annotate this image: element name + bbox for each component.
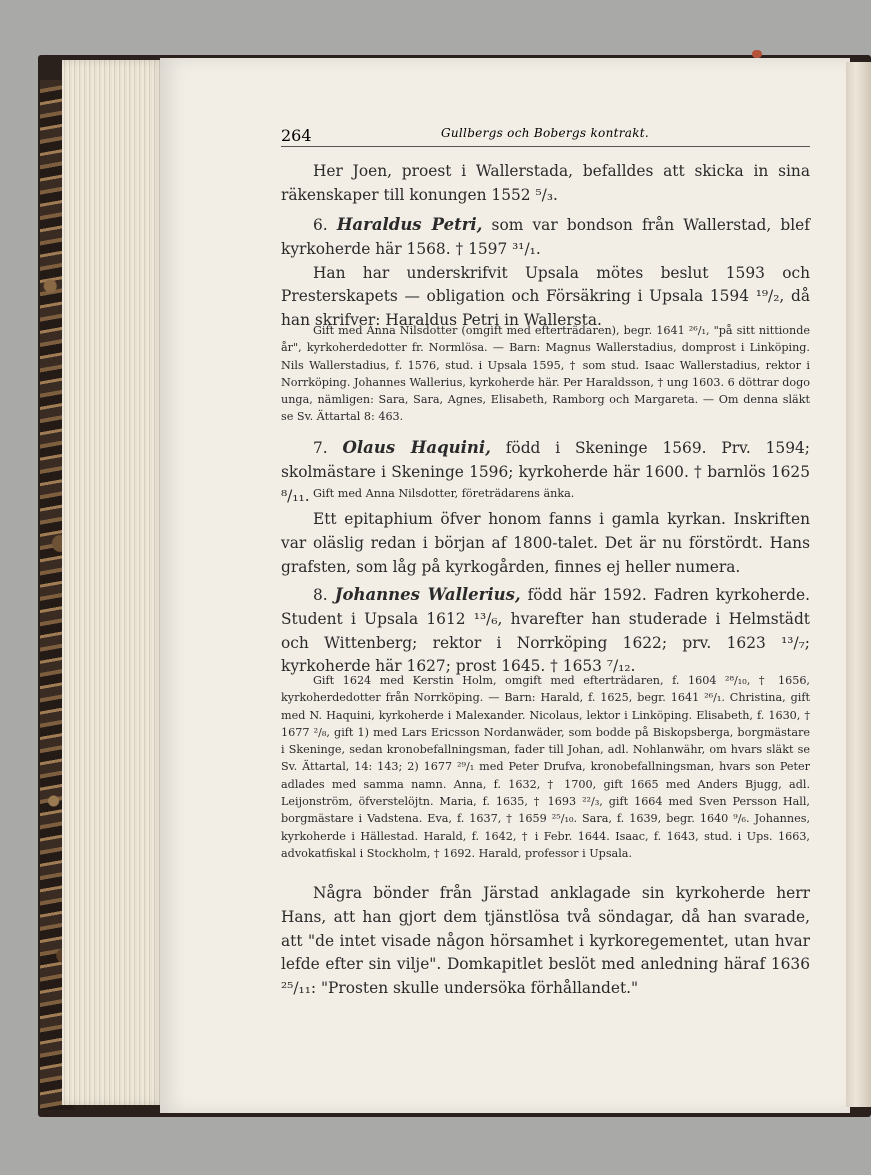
page-stack-edge (62, 60, 166, 1105)
entry-number: 6. (313, 216, 328, 234)
paragraph-text: Ett epitaphium öfver honom fanns i gamla kyrkan. Inskriften var oläslig redan i början af 1800-talet. Det är nu förstördt. Hans grafsten, som låg på kyrkogården, finnes ej heller numera. (281, 510, 810, 576)
paragraph-jarstad (281, 882, 810, 1001)
entry-johannes-wallerius (281, 583, 810, 679)
note-haraldus-family (281, 322, 810, 426)
note-text: Gift 1624 med Kerstin Holm, omgift med efterträdaren, f. 1604 ²⁸/₁₀, † 1656, kyrkoherdedotter från Norrköping. — Barn: Harald, f. 1625, begr. 1641 ²⁶/₁. Christina, gift med N. Haquini, kyrkoherde i Malexander. Nicolaus, lektor i Linköping. Elisabeth, f. 1630, † 1677 ²/₈, gift 1) med Lars Ericsson Nordanwäder, som bodde på Biskopsberga, borgmästare i Skeninge, sedan kronobefallningsman, fader till Johan, adl. Nohlanwähr, om hvars släkt se Sv. Ättartal, 14: 143; 2) 1677 ²⁹/₁ med Peter Drufva, kronobefallningsman, hvars son Peter adlades med samma namn. Anna, f. 1632, † 1700, gift 1665 med Anders Bjugg, adl. Leijonström, öfverstelöjtn. Maria, f. 1635, † 1693 ²²/₃, gift 1664 med Sven Persson Hall, borgmästare i Vadstena. Eva, f. 1637, † 1659 ²⁵/₁₀. Sara, f. 1639, begr. 1640 ⁹/₆. Johannes, kyrkoherde i Hällestad. Harald, f. 1642, † i Febr. 1644. Isaac, f. 1643, stud. i Ups. 1663, advokatfiskal i Stockholm, † 1692. Harald, professor i Upsala. (281, 674, 810, 860)
entry-heading (281, 213, 810, 262)
entry-text: född i Skeninge 1569. Prv. 1594; skolmästare i Skeninge 1596; kyrkoherde här 1600. † barnlös 1625 ⁸/₁₁. (281, 439, 810, 505)
running-title: Gullbergs och Bobergs kontrakt. (441, 126, 650, 140)
entry-heading (281, 583, 810, 679)
entry-name: Haraldus Petri, (336, 215, 483, 234)
paragraph-joen (281, 160, 810, 208)
note-text: Gift med Anna Nilsdotter (omgift med efterträdaren), begr. 1641 ²⁶/₁, "på sitt nittionde år", kyrkoherdedotter fr. Normlösa. — Barn: Magnus Wallerstadius, domprost i Linköping. Nils Wallerstadius, f. 1576, stud. i Upsala 1595, † som stud. Isaac Wallerstadius, rektor i Norrköping. Johannes Wallerius, kyrkoherde här. Per Haraldsson, † ung 1603. 6 döttrar dogo unga, nämligen: Sara, Sara, Agnes, Elisabeth, Ramborg och Margareta. — Om denna släkt se Sv. Ättartal 8: 463. (281, 324, 810, 424)
paragraph-text: Han har underskrifvit Upsala mötes beslut 1593 och Presterskapets — obligation och Försäkring i Upsala 1594 ¹⁹/₂, då han skrifver: Haraldus Petri in Wallersta. (281, 263, 810, 330)
entry-number: 8. (313, 586, 328, 604)
page-number: 264 (281, 126, 312, 145)
entry-haraldus-petri (281, 213, 810, 333)
paragraph-text: Några bönder från Järstad anklagade sin kyrkoherde herr Hans, att han gjort dem tjänstlösa två söndagar, då han svarade, att "de intet visade någon hörsamhet i kyrkoregementet, utan hvar lefde efter sin vilje". Domkapitlet beslöt med anledning häraf 1636 ²⁵/₁₁: "Prosten skulle undersöka förhållandet." (281, 884, 810, 998)
paragraph-text: Her Joen, proest i Wallerstada, befalldes att skicka in sina räkenskaper till konungen 1552 ⁵/₃. (281, 162, 810, 204)
note-text: Gift med Anna Nilsdotter, företrädarens änka. (313, 487, 575, 500)
running-head (281, 122, 810, 147)
note-olaus-marriage (281, 485, 810, 502)
entry-name: Olaus Haquini, (342, 438, 491, 457)
bookmark-ribbon (752, 50, 762, 58)
entry-text: som var bondson från Wallerstad, blef kyrkoherde här 1568. † 1597 ³¹/₁. (281, 216, 810, 258)
paragraph-epitaphium (281, 508, 810, 579)
facing-page-edge (846, 62, 871, 1107)
entry-number: 7. (313, 439, 328, 457)
entry-name: Johannes Wallerius, (334, 585, 521, 604)
entry-text: född här 1592. Fadren kyrkoherde. Student i Upsala 1612 ¹³/₆, hvarefter han studerade i Helmstädt och Wittenberg; rektor i Norrköping 1622; prv. 1623 ¹³/₇; kyrkoherde här 1627; prost 1645. † 1653 ⁷/₁₂. (281, 586, 810, 676)
note-wallerius-family (281, 672, 810, 862)
